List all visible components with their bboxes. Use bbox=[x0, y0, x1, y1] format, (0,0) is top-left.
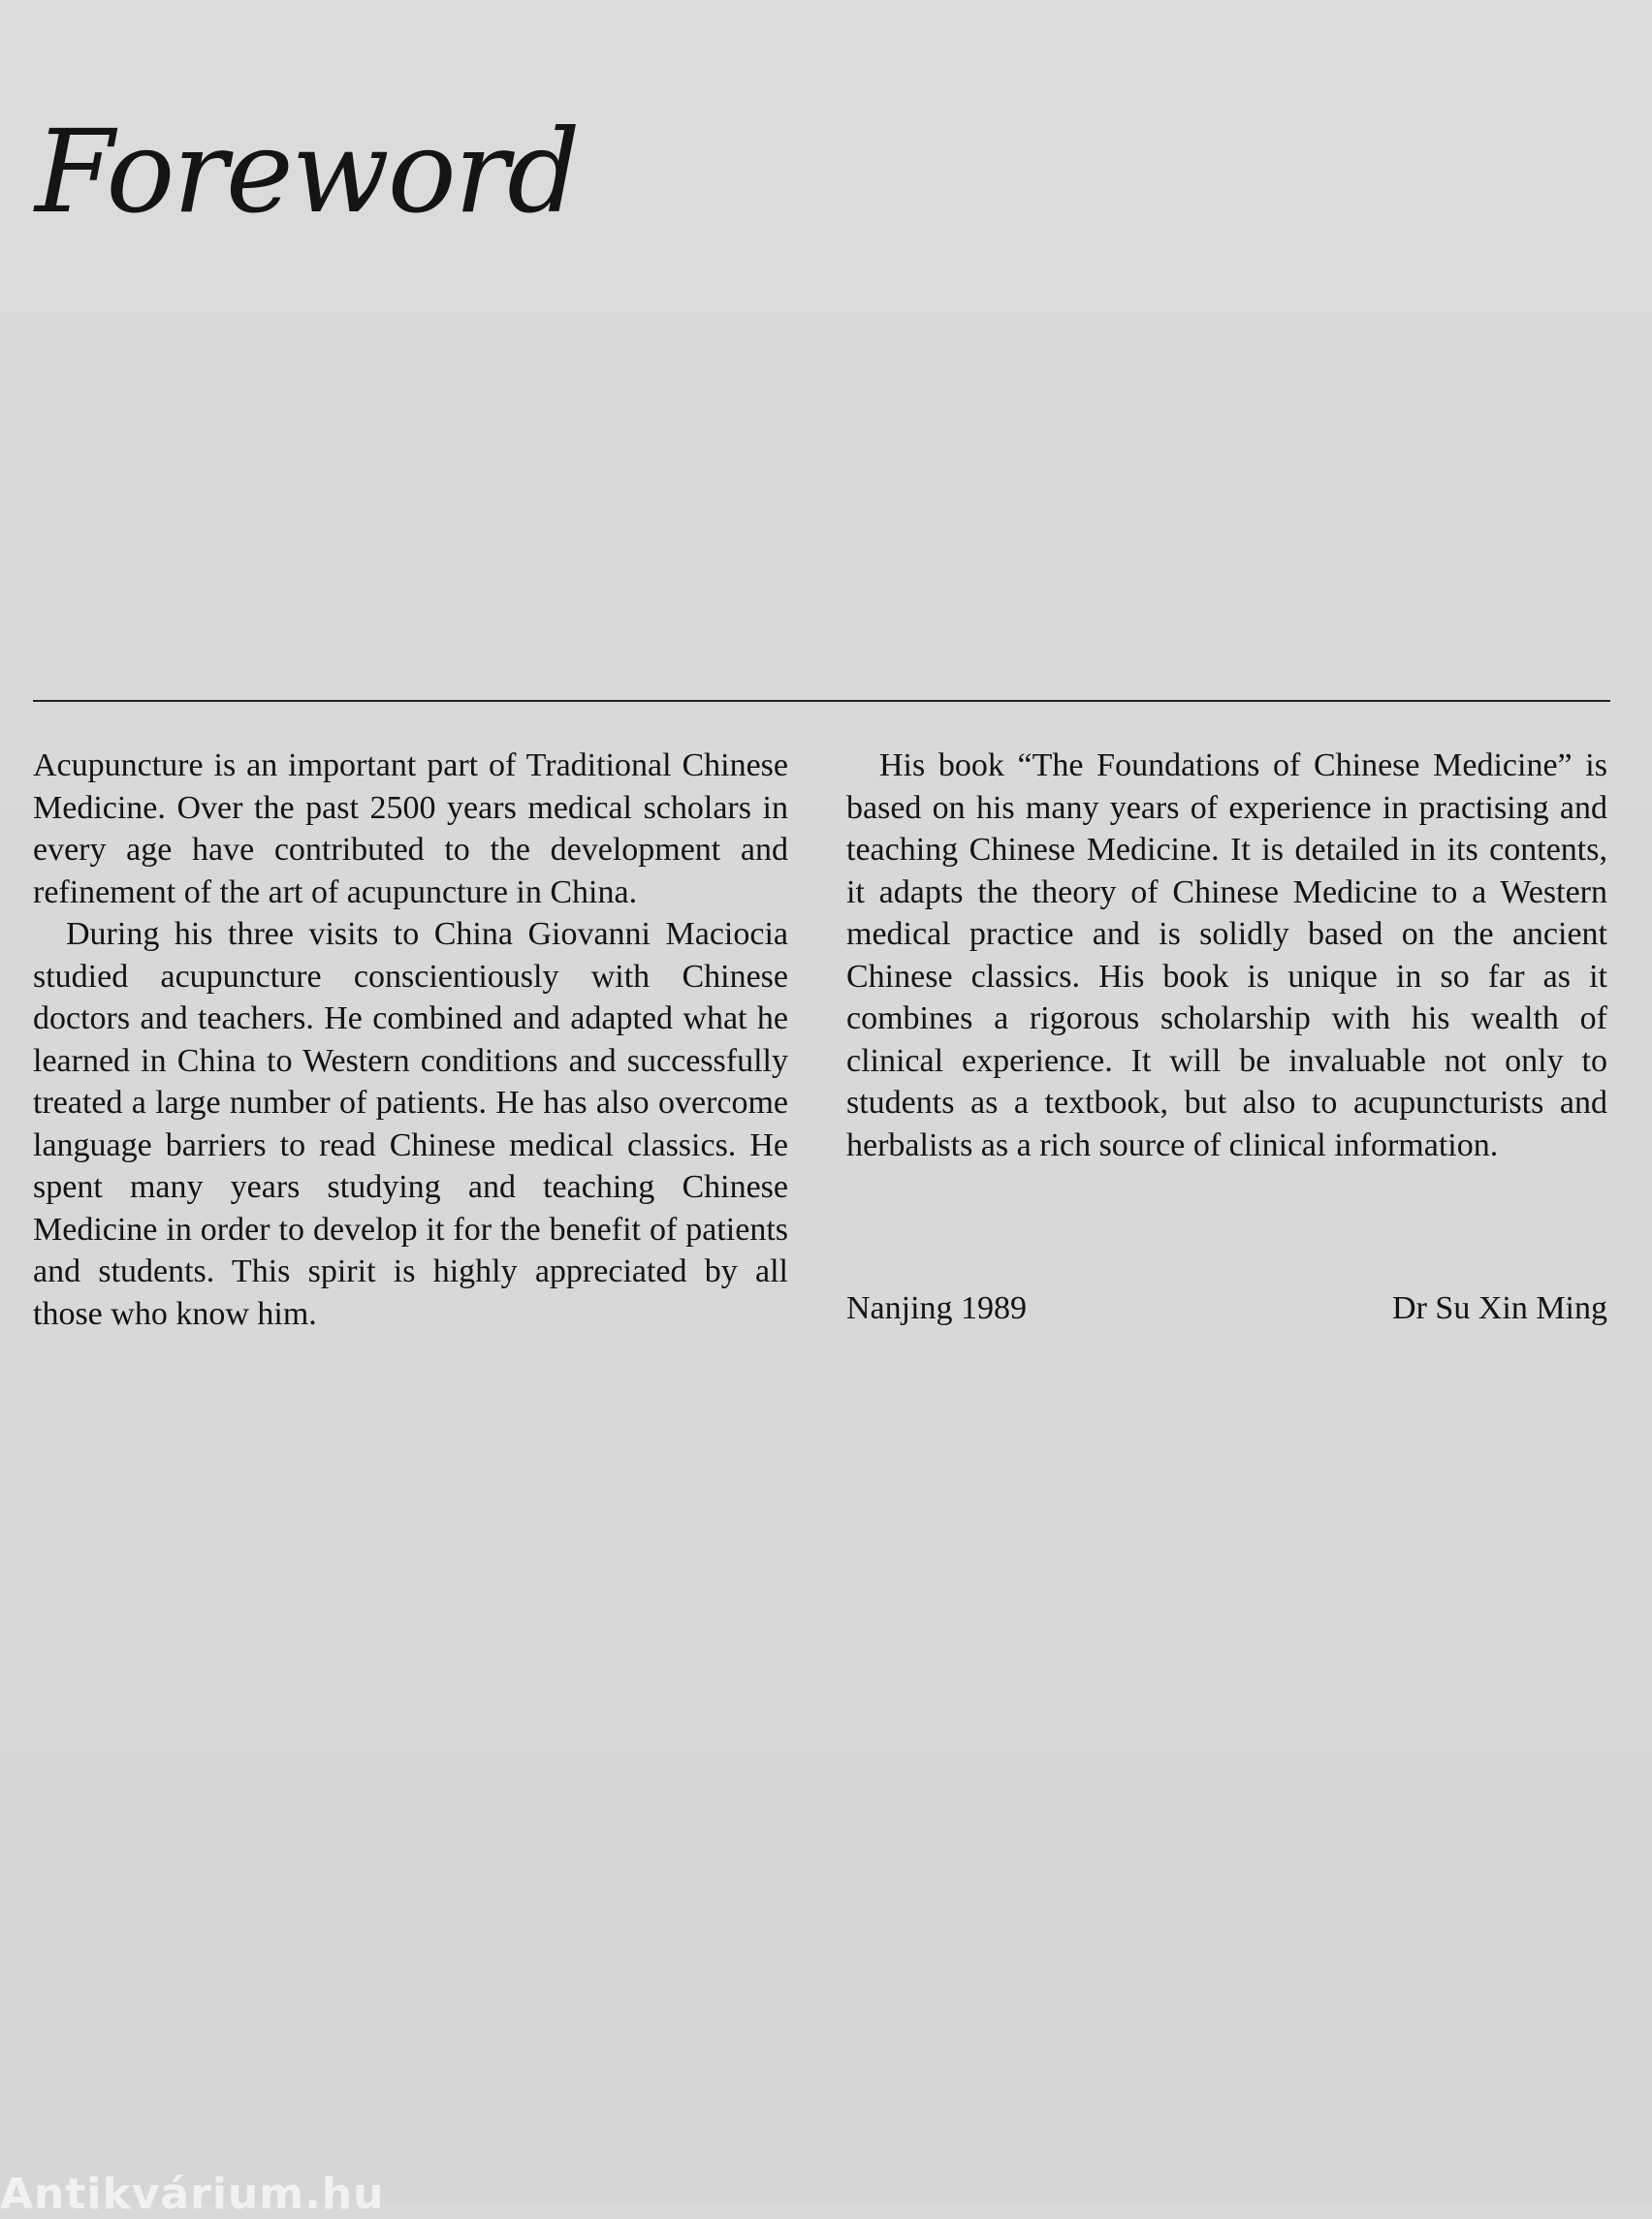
section-divider bbox=[33, 700, 1610, 702]
page-title: Foreword bbox=[35, 105, 579, 238]
paragraph-visits: During his three visits to China Giovanni Maciocia studied acupuncture conscientiously with Chinese doctors and teachers. He combined and adapted what he learned in China to Western conditions and successfully treated a large number of patients. He has also overcome language barriers to read Chinese medical classics. He spent many years studying and teaching Chinese Medicine in order to develop it for the benefit of patients and students. This spirit is highly appreciated by all those who know him. bbox=[33, 916, 788, 1332]
paragraph-book: His book “The Foundations of Chinese Medicine” is based on his many years of experience in practising and teaching Chinese Medicine. It is detailed in its contents, it adapts the theory of Chinese Medicine to a Western medical practice and is solidly based on the ancient Chinese classics. His book is unique in so far as it combines a rigorous scholarship with his wealth of clinical experience. It will be invaluable not only to students as a textbook, but also to acupuncturists and herbalists as a rich source of clinical information. bbox=[846, 747, 1607, 1163]
place-date: Nanjing 1989 bbox=[846, 1290, 1028, 1326]
signature-row bbox=[846, 1287, 1607, 1329]
paragraph-intro: Acupuncture is an important part of Traditional Chinese Medicine. Over the past 2500 years medical scholars in every age have contributed to the development and refinement of the art of acupuncture in China. bbox=[33, 747, 788, 910]
left-column bbox=[33, 745, 788, 1335]
author-signature: Dr Su Xin Ming bbox=[1392, 1290, 1607, 1326]
watermark-text: Antikvárium.hu bbox=[0, 2170, 385, 2219]
right-column bbox=[846, 745, 1607, 1166]
